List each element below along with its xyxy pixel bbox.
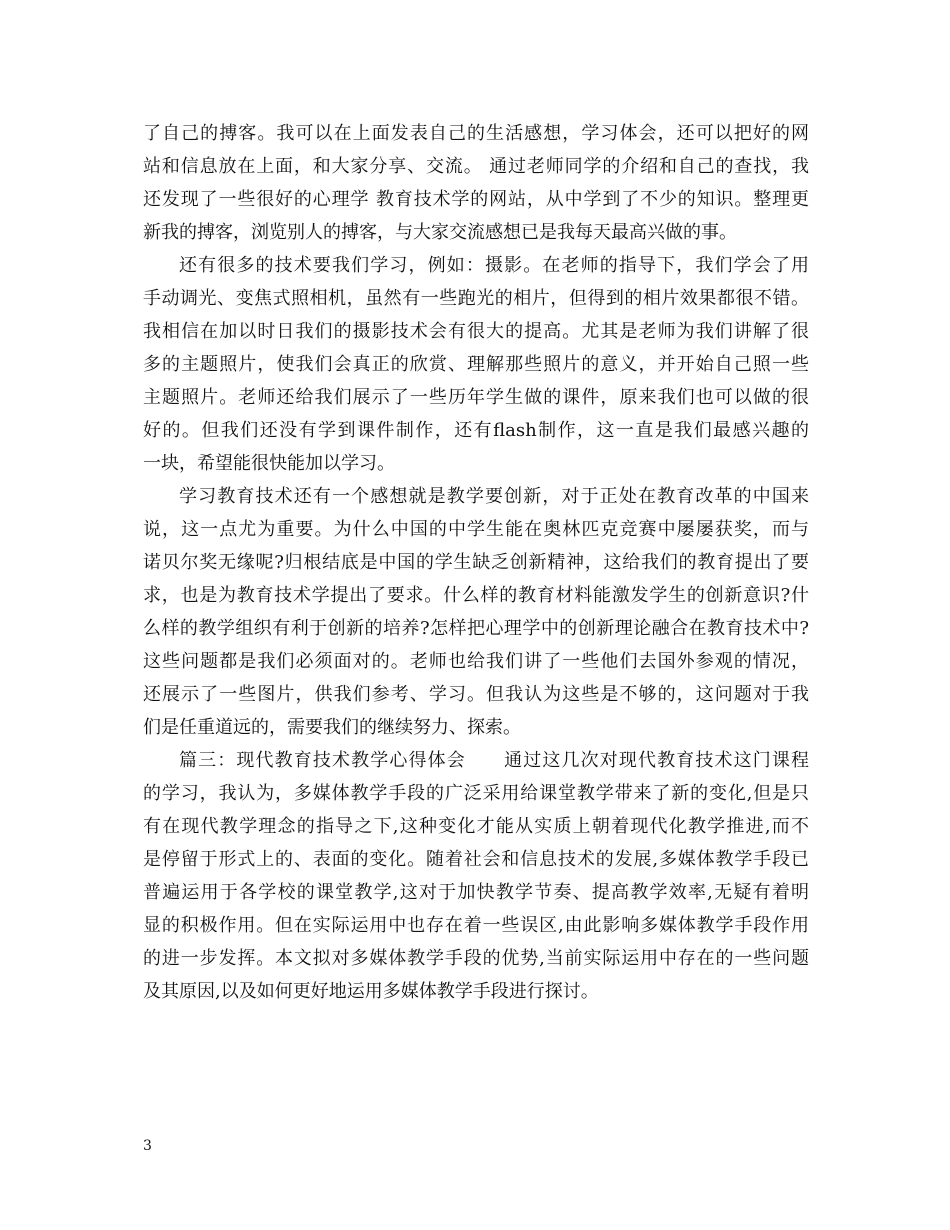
text-line: 的进一步发挥。本文拟对多媒体教学手段的优势,当前实际运用中存在的一些问题	[143, 948, 809, 969]
text-line: 学习教育技术还有一个感想就是教学要创新，对于正处在教育改革的中国来	[179, 486, 809, 507]
text-line: 这些问题都是我们必须面对的。老师也给我们讲了一些他们去国外参观的情况，	[143, 651, 809, 672]
text-line: 有在现代教学理念的指导之下,这种变化才能从实质上朝着现代化教学推进,而不	[143, 816, 809, 837]
text-line: 还有很多的技术要我们学习，例如：摄影。在老师的指导下，我们学会了用	[179, 255, 809, 276]
body-text	[143, 117, 809, 1008]
text-line: 普遍运用于各学校的课堂教学,这对于加快教学节奏、提高教学效率,无疑有着明	[143, 882, 809, 903]
text-line: 的学习，我认为，多媒体教学手段的广泛采用给课堂教学带来了新的变化,但是只	[143, 783, 809, 804]
text-line: 显的积极作用。但在实际运用中也存在着一些误区,由此影响多媒体教学手段作用	[143, 915, 809, 936]
text-line: 说，这一点尤为重要。为什么中国的中学生能在奥林匹克竞赛中屡屡获奖，而与	[143, 519, 809, 540]
text-line: 及其原因,以及如何更好地运用多媒体教学手段进行探讨。	[143, 981, 599, 1002]
text-line: 多的主题照片，使我们会真正的欣赏、理解那些照片的意义，并开始自己照一些	[143, 354, 809, 375]
text-line: 篇三：现代教育技术教学心得体会 通过这几次对现代教育技术这门课程	[179, 750, 809, 771]
text-line: 一块，希望能很快能加以学习。	[143, 453, 395, 474]
text-line: 求，也是为教育技术学提出了要求。什么样的教育材料能激发学生的创新意识?什	[143, 585, 809, 606]
text-line: 是停留于形式上的、表面的变化。随着社会和信息技术的发展,多媒体教学手段已	[143, 849, 809, 870]
text-line: 好的。但我们还没有学到课件制作，还有flash制作，这一直是我们最感兴趣的	[143, 420, 809, 441]
text-line: 了自己的搏客。我可以在上面发表自己的生活感想，学习体会，还可以把好的网	[143, 123, 809, 144]
text-line: 还展示了一些图片，供我们参考、学习。但我认为这些是不够的，这问题对于我	[143, 684, 809, 705]
text-line: 还发现了一些很好的心理学 教育技术学的网站，从中学到了不少的知识。整理更	[143, 189, 809, 210]
text-line: 们是任重道远的，需要我们的继续努力、探索。	[143, 717, 521, 738]
text-line: 诺贝尔奖无缘呢?归根结底是中国的学生缺乏创新精神，这给我们的教育提出了要	[143, 552, 809, 573]
text-line: 主题照片。老师还给我们展示了一些历年学生做的课件，原来我们也可以做的很	[143, 387, 809, 408]
text-line: 站和信息放在上面，和大家分享、交流。 通过老师同学的介绍和自己的查找，我	[143, 156, 809, 177]
page-number: 3	[143, 1138, 152, 1154]
text-line: 么样的教学组织有利于创新的培养?怎样把心理学中的创新理论融合在教育技术中?	[143, 618, 809, 639]
text-line: 新我的搏客，浏览别人的搏客，与大家交流感想已是我每天最高兴做的事。	[143, 222, 737, 243]
text-line: 我相信在加以时日我们的摄影技术会有很大的提高。尤其是老师为我们讲解了很	[143, 321, 809, 342]
text-line: 手动调光、变焦式照相机，虽然有一些跑光的相片，但得到的相片效果都很不错。	[143, 288, 809, 309]
